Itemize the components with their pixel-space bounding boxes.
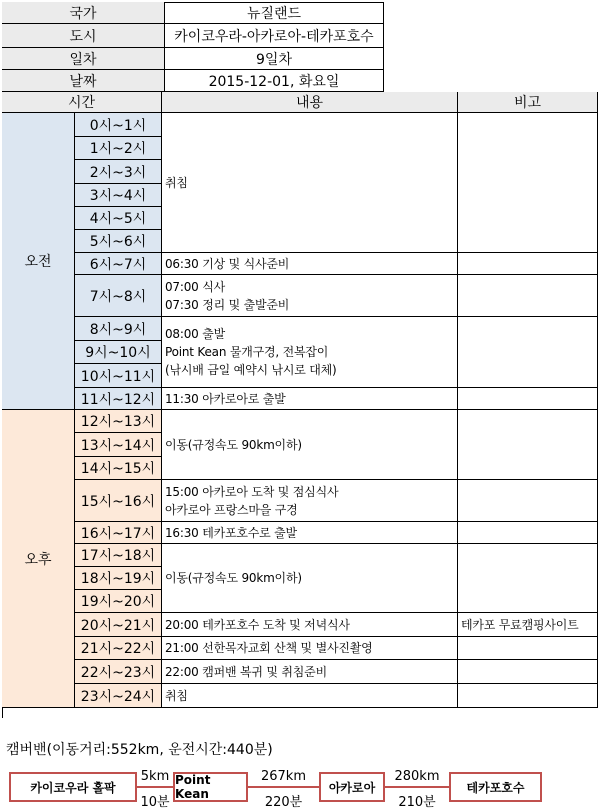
route-time: 10분 [140,795,170,810]
header-note: 비고 [458,92,598,113]
hour-cell: 23시~24시 [75,684,162,708]
info-label: 날짜 [2,70,165,92]
content-line: 취침 [165,688,188,703]
content-cell [162,660,458,684]
content-cell [162,684,458,708]
content-line: 20:00 테카포호수 도착 및 저녁식사 [165,617,350,632]
hour-cell: 16시~17시 [75,522,162,544]
hour-cell: 3시~4시 [75,184,162,207]
content-cell [162,113,458,253]
hour-cell: 20시~21시 [75,613,162,637]
hour-cell: 15시~16시 [75,480,162,522]
route-stop: 아카로아 [319,772,385,802]
content-line: 21:00 선한목자교회 산책 및 별사진촬영 [165,641,373,655]
hour-cell: 12시~13시 [75,410,162,433]
note-cell [458,660,598,684]
note-cell: 테카포 무료캠핑사이트 [458,613,598,637]
route-connector [248,786,319,788]
content-cell [162,544,458,613]
route-stop: Point Kean [173,772,248,802]
info-label: 일차 [2,48,165,70]
content-line: 06:30 기상 및 식사준비 [165,256,290,271]
route-distance: 267km [260,769,306,784]
hour-cell: 11시~12시 [75,388,162,410]
hour-cell: 10시~11시 [75,364,162,388]
hour-cell: 9시~10시 [75,341,162,364]
content-cell [162,275,458,317]
content-line: 07:00 식사 [165,279,225,294]
content-line: 11:30 아카로아로 출발 [165,391,286,406]
info-label: 도시 [2,24,165,48]
note-cell [458,410,598,480]
note-cell [458,684,598,708]
hour-cell: 19시~20시 [75,590,162,613]
route-time: 220분 [264,795,303,810]
hour-cell: 6시~7시 [75,253,162,275]
route-time: 210분 [398,795,436,810]
period-am: 오전 [2,113,75,410]
content-line: 아카로아 프랑스마을 구경 [165,502,298,517]
content-cell [162,317,458,388]
info-value: 2015-12-01, 화요일 [165,70,384,92]
content-cell [162,637,458,660]
content-cell [162,613,458,637]
route-stop: 카이코우라 홀팍 [9,772,137,802]
note-cell [458,113,598,253]
content-line: Point Kean 물개구경, 전복잡이 [165,345,329,359]
content-line: 취침 [165,175,188,190]
hour-cell: 14시~15시 [75,457,162,480]
note-cell [458,544,598,613]
hour-cell: 5시~6시 [75,230,162,253]
content-line: 22:00 캠퍼밴 복귀 및 취침준비 [165,664,327,679]
info-value: 뉴질랜드 [165,2,384,24]
route-summary: 캠버밴(이동거리:552km, 운전시간:440분) [6,742,273,758]
hour-cell: 4시~5시 [75,207,162,230]
note-cell [458,480,598,522]
note-cell [458,522,598,544]
content-line: 08:00 출발 [165,327,225,341]
route-stop: 테카포호수 [449,772,542,802]
content-cell [162,522,458,544]
route-distance: 5km [140,769,170,784]
route-connector [385,786,449,788]
hour-cell: 17시~18시 [75,544,162,567]
hour-cell: 7시~8시 [75,275,162,317]
route-connector [137,786,173,788]
hour-cell: 2시~3시 [75,160,162,184]
hour-cell: 1시~2시 [75,137,162,160]
content-line: 이동(규정속도 90km이하) [165,437,302,452]
content-line: 16:30 테카포호수로 출발 [165,525,297,540]
content-line: 07:30 정리 및 출발준비 [165,297,290,312]
hour-cell: 22시~23시 [75,660,162,684]
content-cell [162,253,458,275]
content-cell [162,388,458,410]
note-cell [458,388,598,410]
period-pm: 오후 [2,410,75,708]
content-line: (낚시배 금일 예약시 낚시로 대체) [165,363,337,377]
header-content: 내용 [162,92,458,113]
info-label: 국가 [2,2,165,24]
header-time: 시간 [2,92,162,113]
note-cell [458,253,598,275]
hour-cell: 13시~14시 [75,433,162,457]
content-line: 이동(규정속도 90km이하) [165,571,302,585]
hour-cell: 8시~9시 [75,317,162,341]
note-cell [458,275,598,317]
content-line: 15:00 아카로아 도착 및 점심식사 [165,484,339,499]
route-distance: 280km [394,769,440,784]
hour-cell: 18시~19시 [75,567,162,590]
hour-cell: 0시~1시 [75,113,162,137]
content-cell [162,480,458,522]
content-cell [162,410,458,480]
info-value: 카이코우라-아카로아-테카포호수 [165,24,384,48]
hour-cell: 21시~22시 [75,637,162,660]
note-cell [458,317,598,388]
info-value: 9일차 [165,48,384,70]
note-cell [458,637,598,660]
